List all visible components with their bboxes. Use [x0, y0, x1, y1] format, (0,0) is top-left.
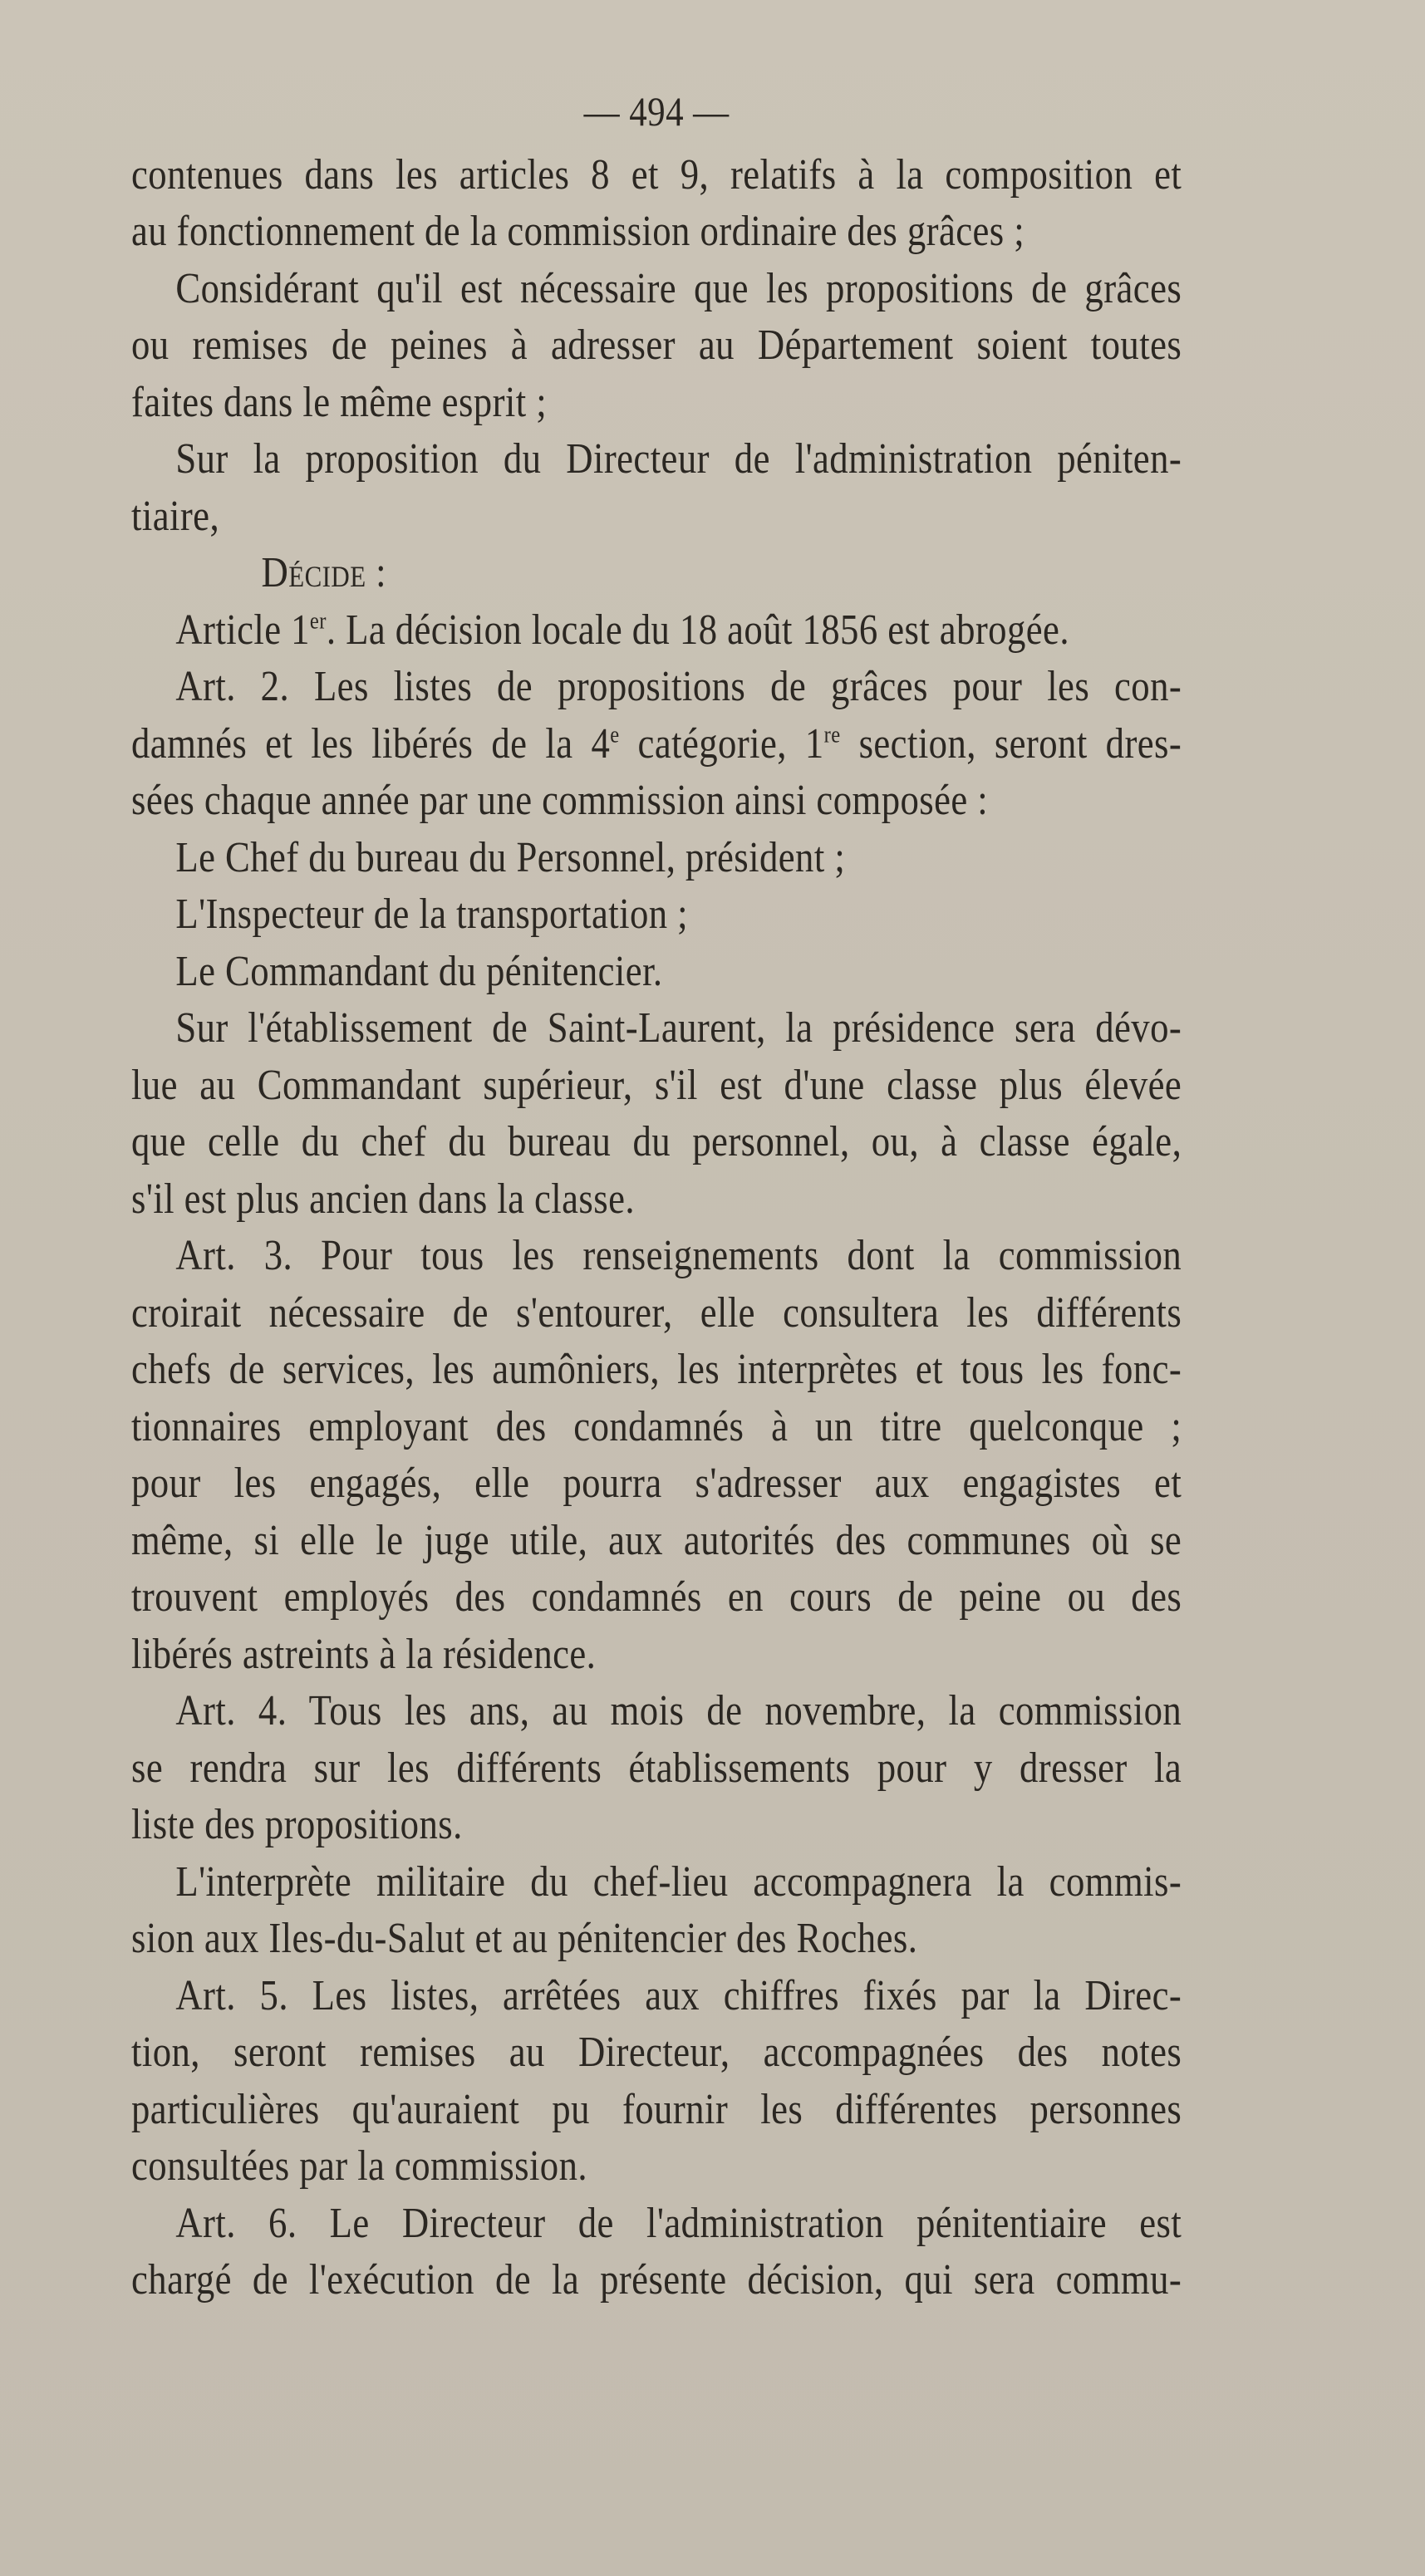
text-line: Sur la proposition du Directeur de l'administration péniten-: [175, 435, 1182, 483]
text-line: même, si elle le juge utile, aux autorités des communes où se: [131, 1516, 1182, 1564]
member-line: Le Commandant du pénitencier.: [175, 947, 663, 995]
text-line: contenues dans les articles 8 et 9, relatifs à la composition et: [131, 150, 1182, 199]
document-body: [131, 83, 1182, 2309]
article-4: [131, 1683, 1182, 1854]
member-line: Le Chef du bureau du Personnel, président ;: [175, 833, 846, 881]
text-line: Art. 5. Les listes, arrêtées aux chiffres fixés par la Direc-: [175, 1971, 1182, 2019]
paragraph-proposition: [131, 431, 1182, 545]
paragraph-saint-laurent: [131, 1000, 1182, 1228]
text-line: damnés et les libérés de la 4e catégorie, 1re section, seront dres-: [131, 719, 1182, 768]
member-line: L'Inspecteur de la transportation ;: [175, 891, 688, 938]
text-line: sion aux Iles-du-Salut et au pénitencier des Roches.: [131, 1915, 918, 1962]
text-line: lue au Commandant supérieur, s'il est d'une classe plus élevée: [131, 1061, 1182, 1109]
text-line: tionnaires employant des condamnés à un titre quelconque ;: [131, 1402, 1182, 1450]
paragraph-continuation: [131, 147, 1182, 261]
text-line: pour les engagés, elle pourra s'adresser aux engagistes et: [131, 1460, 1182, 1507]
text-line: particulières qu'auraient pu fournir les différentes personnes: [131, 2085, 1182, 2133]
text-line: sées chaque année par une commission ainsi composée :: [131, 777, 989, 824]
page-number-header: — 494 —: [583, 88, 730, 135]
text-line: trouvent employés des condamnés en cours de peine ou des: [131, 1573, 1182, 1621]
text-line: chargé de l'exécution de la présente décision, qui sera commu-: [131, 2256, 1182, 2304]
text-line: ou remises de peines à adresser au Département soient toutes: [131, 321, 1182, 369]
article-3: [131, 1228, 1182, 1683]
text-line: consultées par la commission.: [131, 2142, 588, 2190]
text-line: Art. 3. Pour tous les renseignements dont la commission: [175, 1232, 1182, 1279]
text-line: tiaire,: [131, 492, 220, 540]
paragraph-interprete: [131, 1854, 1182, 1968]
decide-label: Décide :: [261, 549, 387, 596]
text-line: libérés astreints à la résidence.: [131, 1630, 597, 1678]
article-2: [131, 659, 1182, 830]
text-line: Art. 6. Le Directeur de l'administration pénitentiaire est: [175, 2199, 1182, 2247]
article-5: [131, 1968, 1182, 2196]
text-line: tion, seront remises au Directeur, accompagnées des notes: [131, 2029, 1182, 2076]
commission-members: [131, 830, 1182, 1001]
article-1: [131, 602, 1182, 660]
text-line: Article 1er. La décision locale du 18 août 1856 est abrogée.: [175, 606, 1069, 654]
text-line: Art. 2. Les listes de propositions de grâces pour les con-: [175, 663, 1182, 710]
text-line: Sur l'établissement de Saint-Laurent, la présidence sera dévo-: [175, 1004, 1182, 1052]
paragraph-considerant: [131, 261, 1182, 432]
text-line: s'il est plus ancien dans la classe.: [131, 1175, 635, 1223]
text-line: Considérant qu'il est nécessaire que les propositions de grâces: [175, 264, 1182, 312]
article-6: [131, 2196, 1182, 2309]
text-line: faites dans le même esprit ;: [131, 378, 548, 426]
text-line: au fonctionnement de la commission ordinaire des grâces ;: [131, 208, 1025, 255]
decide-heading: [131, 545, 1182, 602]
text-line: chefs de services, les aumôniers, les interprètes et tous les fonc-: [131, 1346, 1182, 1393]
text-line: croirait nécessaire de s'entourer, elle consultera les différents: [131, 1288, 1182, 1337]
text-line: L'interprète militaire du chef-lieu accompagnera la commis-: [175, 1857, 1182, 1906]
text-line: se rendra sur les différents établissements pour y dresser la: [131, 1744, 1182, 1792]
text-line: Art. 4. Tous les ans, au mois de novembre, la commission: [175, 1687, 1182, 1735]
text-line: liste des propositions.: [131, 1801, 463, 1848]
text-line: que celle du chef du bureau du personnel, ou, à classe égale,: [131, 1118, 1182, 1165]
